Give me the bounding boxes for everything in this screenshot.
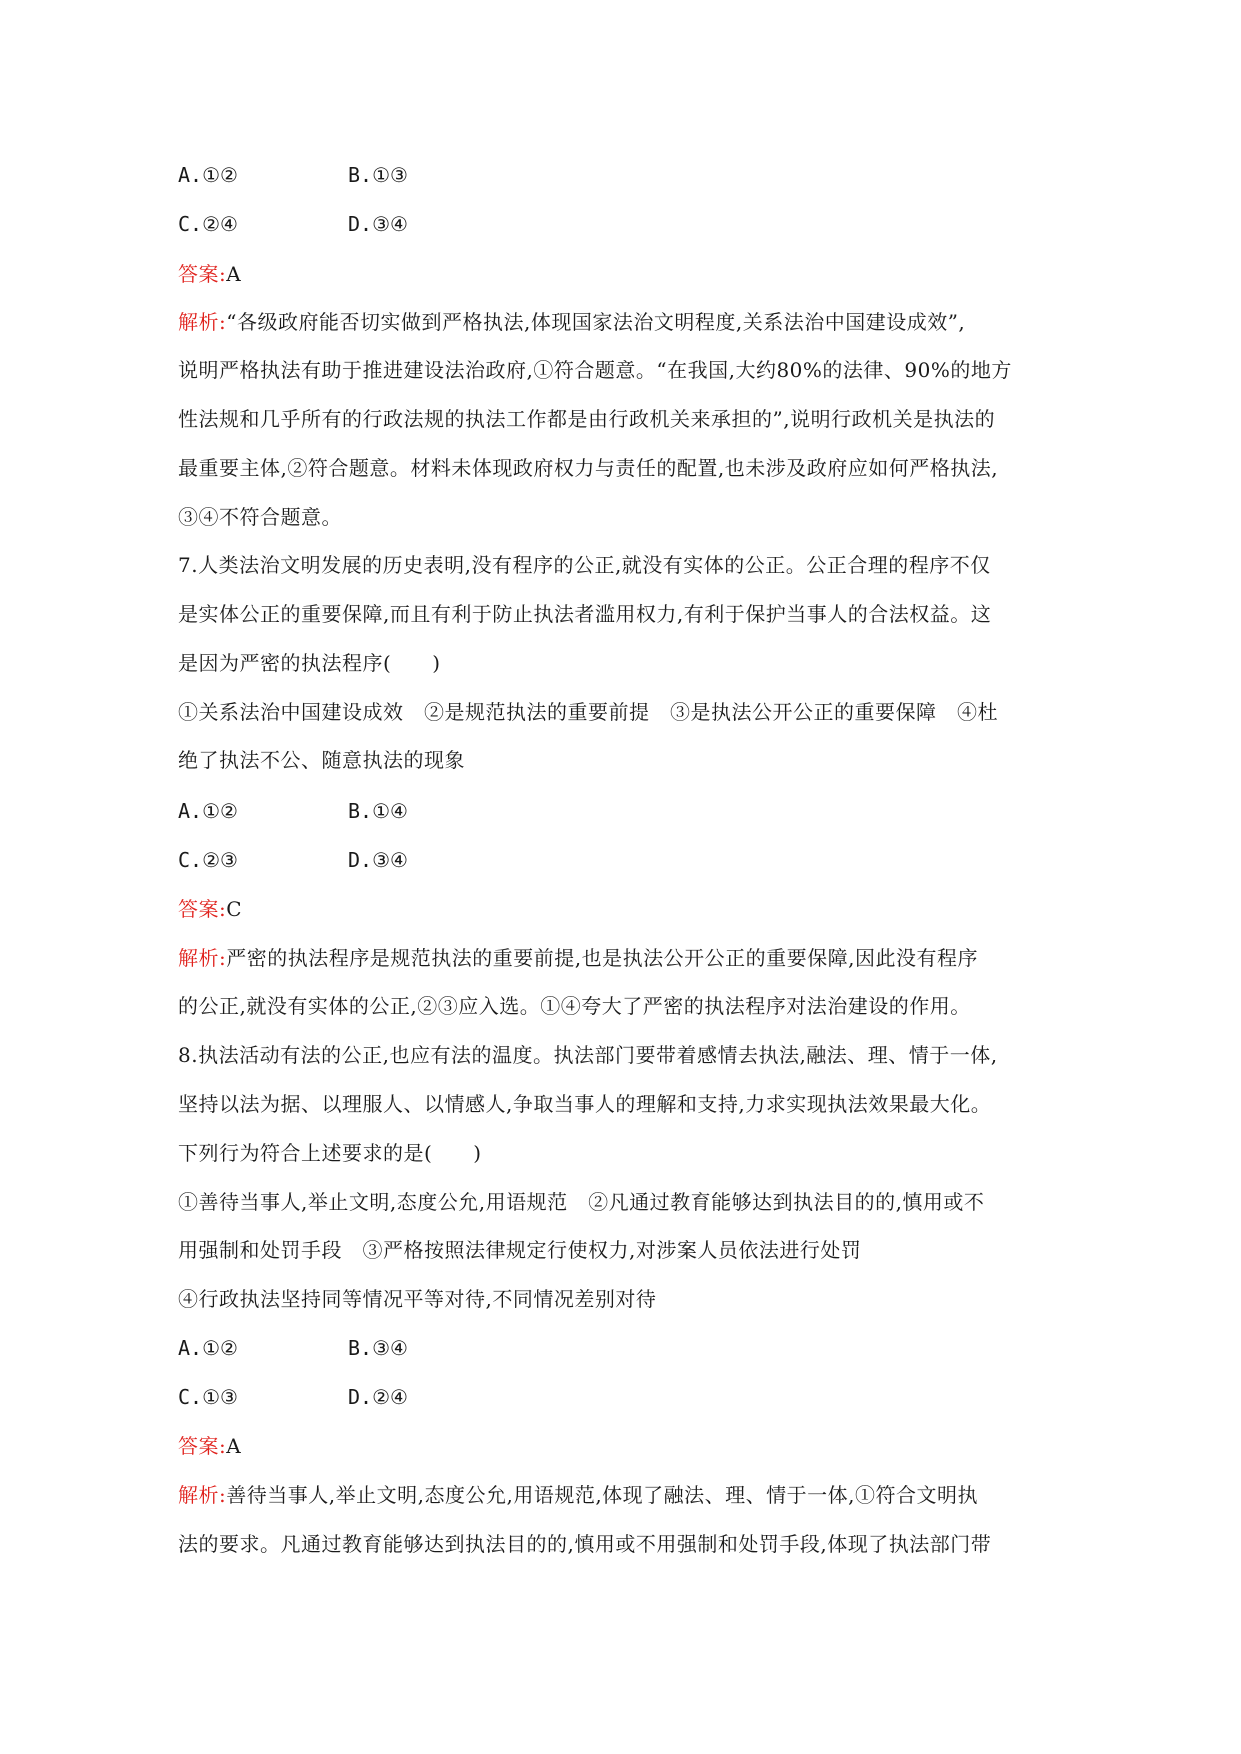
q6-answer [178, 259, 241, 289]
analysis-label: 解析: [178, 1483, 227, 1507]
answer-value: C [226, 897, 243, 921]
analysis-label: 解析: [178, 310, 227, 334]
answer-value: A [226, 1434, 242, 1458]
q6-analysis-line-4: 最重要主体,②符合题意。材料未体现政府权力与责任的配置,也未涉及政府应如何严格执法, [178, 456, 999, 480]
q7-stem-line-2: 是实体公正的重要保障,而且有利于防止执法者滥用权力,有利于保护当事人的合法权益。这 [178, 602, 992, 626]
q6-analysis-line-5: ③④不符合题意。 [178, 505, 342, 529]
q7-analysis-line-1: 解析:严密的执法程序是规范执法的重要前提,也是执法公开公正的重要保障,因此没有程序 [178, 946, 978, 970]
answer-label: 答案: [178, 1434, 227, 1458]
q6-option-a: A.①② [178, 163, 238, 187]
q7-items-line-2: 绝了执法不公、随意执法的现象 [178, 748, 465, 772]
q8-option-b: B.③④ [348, 1336, 408, 1360]
q8-stem-line-1: 8.执法活动有法的公正,也应有法的温度。执法部门要带着感情去执法,融法、理、情于一体, [178, 1043, 998, 1067]
q8-stem-line-3: 下列行为符合上述要求的是( ) [178, 1141, 482, 1165]
q7-answer [178, 894, 242, 924]
q8-option-c: C.①③ [178, 1385, 238, 1409]
answer-value: A [226, 262, 242, 286]
q8-option-a: A.①② [178, 1336, 238, 1360]
q7-items-line-1: ①关系法治中国建设成效 ②是规范执法的重要前提 ③是执法公开公正的重要保障 ④杜 [178, 700, 998, 724]
q6-option-c: C.②④ [178, 212, 238, 236]
analysis-label: 解析: [178, 946, 227, 970]
q7-stem-line-3: 是因为严密的执法程序( ) [178, 651, 441, 675]
q8-analysis-line-1: 解析:善待当事人,举止文明,态度公允,用语规范,体现了融法、理、情于一体,①符合文明执 [178, 1483, 979, 1507]
q7-analysis-line-2: 的公正,就没有实体的公正,②③应入选。①④夸大了严密的执法程序对法治建设的作用。 [178, 994, 971, 1018]
q8-items-line-2: 用强制和处罚手段 ③严格按照法律规定行使权力,对涉案人员依法进行处罚 [178, 1238, 862, 1262]
q8-answer [178, 1431, 241, 1461]
q6-analysis-line-2: 说明严格执法有助于推进建设法治政府,①符合题意。“在我国,大约80%的法律、90%的地方 [178, 358, 1012, 382]
q6-analysis-line-3: 性法规和几乎所有的行政法规的执法工作都是由行政机关来承担的”,说明行政机关是执法的 [178, 407, 996, 431]
q7-stem-line-1: 7.人类法治文明发展的历史表明,没有程序的公正,就没有实体的公正。公正合理的程序不仅 [178, 553, 991, 577]
q7-option-b: B.①④ [348, 799, 408, 823]
q8-analysis-line-2: 法的要求。凡通过教育能够达到执法目的的,慎用或不用强制和处罚手段,体现了执法部门带 [178, 1532, 992, 1556]
q7-option-c: C.②③ [178, 848, 238, 872]
answer-label: 答案: [178, 897, 227, 921]
q8-stem-line-2: 坚持以法为据、以理服人、以情感人,争取当事人的理解和支持,力求实现执法效果最大化。 [178, 1092, 992, 1116]
q8-items-line-1: ①善待当事人,举止文明,态度公允,用语规范 ②凡通过教育能够达到执法目的的,慎用或不 [178, 1190, 985, 1214]
q6-option-b: B.①③ [348, 163, 408, 187]
q8-items-line-3: ④行政执法坚持同等情况平等对待,不同情况差别对待 [178, 1287, 657, 1311]
q8-option-d: D.②④ [348, 1385, 408, 1409]
q6-option-d: D.③④ [348, 212, 408, 236]
answer-label: 答案: [178, 262, 227, 286]
q6-analysis-line-1: 解析:“各级政府能否切实做到严格执法,体现国家法治文明程度,关系法治中国建设成效”, [178, 310, 966, 334]
q7-option-a: A.①② [178, 799, 238, 823]
q7-option-d: D.③④ [348, 848, 408, 872]
